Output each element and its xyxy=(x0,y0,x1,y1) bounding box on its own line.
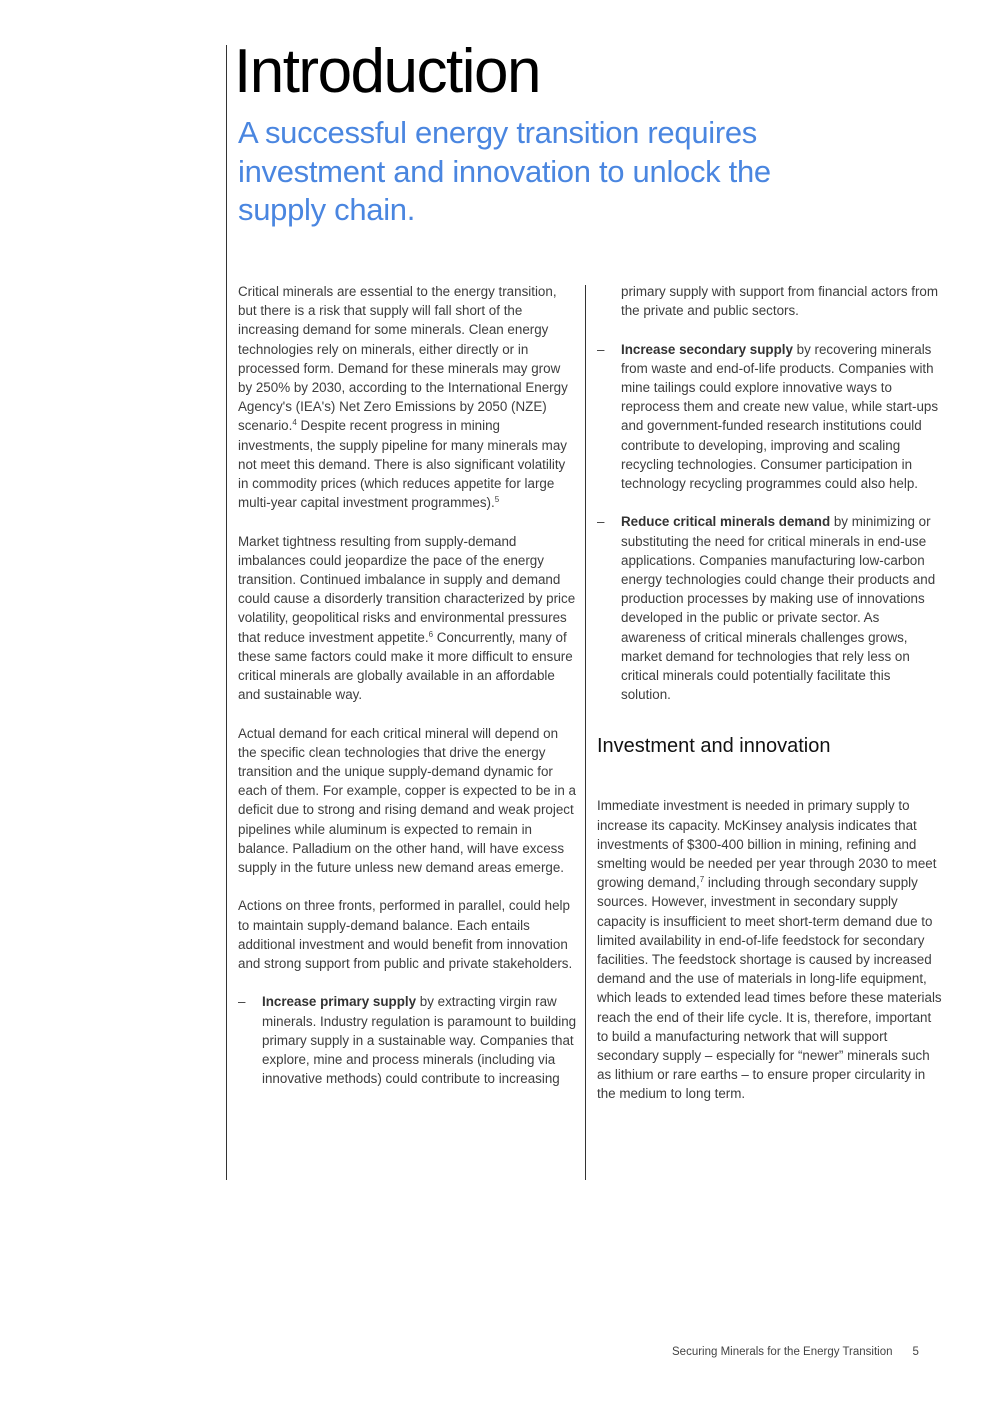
bullet-heading: Reduce critical minerals demand xyxy=(621,514,831,530)
bullet-reduce-demand: – Reduce critical minerals demand by minimizing or substituting the need for critical minerals in end-use applications. Companies manufacturing low-carbon energy technologies could change their products and production processes by making use of innovations developed in the public or private sector. As awareness of critical minerals challenges grows, market demand for technologies that rely less on critical minerals could potentially facilitate this solution. xyxy=(597,514,936,703)
column-divider-rule xyxy=(585,285,586,1180)
section-heading-investment: Investment and innovation xyxy=(597,735,831,758)
left-vertical-rule xyxy=(226,45,227,1180)
left-column xyxy=(238,282,578,1108)
footnote-ref[interactable]: 4 xyxy=(292,418,297,428)
right-column xyxy=(597,282,942,1123)
paragraph-critical-minerals: Critical minerals are essential to the energy transition, but there is a risk that supply will fall short of the increasing demand for some minerals. Clean energy technologies rely on minerals, either directly or in processed form. Demand for these minerals may grow by 250% by 2030, according to the International Energy Agency's (IEA's) Net Zero Emissions by 2050 (NZE) scenario.$^4$ Despite recent progress in mining investments, the supply pipeline for many minerals may not meet this demand. There is also significant volatility in commodity prices (which reduces appetite for large multi-year capital investment programmes).$^5$ xyxy=(238,284,568,511)
paragraph-actual-demand: Actual demand for each critical mineral will depend on the specific clean technologies that drive the energy transition and the unique supply-demand dynamic for each of them. For example, copper is expected to be in a deficit due to strong and rising demand and weak project pipelines while aluminum is expected to remain in balance. Palladium on the other hand, will have excess supply in the future unless new demand areas emerge. xyxy=(238,725,576,876)
page-number: 5 xyxy=(912,1346,919,1358)
bullet-increase-secondary-supply: – Increase secondary supply by recovering minerals from waste and end-of-life products. Companies with mine tailings could explore innovative ways to reprocess them and create new value, while start-ups and government-funded research institutions could contribute to developing, improving and scaling recycling technologies. Consumer participation in technology recycling programmes could also help. xyxy=(597,341,939,492)
publication-title: Securing Minerals for the Energy Transition xyxy=(672,1346,893,1358)
bullet-increase-primary-supply: – Increase primary supply by extracting virgin raw minerals. Industry regulation is paramount to building primary supply in a sustainable way. Companies that explore, mine and process minerals (including via innovative methods) could contribute to increasing xyxy=(238,994,577,1087)
bullet-heading: Increase primary supply xyxy=(262,994,417,1010)
footnote-ref[interactable]: 6 xyxy=(428,629,434,639)
page-subtitle: A successful energy transition requires investment and innovation to unlock the supply chain. xyxy=(238,115,771,227)
page-title: Introduction xyxy=(234,37,540,106)
footnote-ref[interactable]: 5 xyxy=(494,495,500,505)
paragraph-market-tightness: Market tightness resulting from supply-demand imbalances could jeopardize the pace of the energy transition. Continued imbalance in supply and demand could cause a disorderly transition characterized by price volatility, geopolitical risks and environmental pressures that reduce investment appetite.$^6$ Concurrently, many of these same factors could make it more difficult to ensure critical minerals are globally available in an affordable and sustainable way. xyxy=(238,533,576,703)
dash-bullet-icon: – xyxy=(597,514,605,530)
paragraph-three-fronts: Actions on three fronts, performed in parallel, could help to maintain supply-demand balance. Each entails additional investment and would benefit from innovation and strong support from public and private stakeholders. xyxy=(238,898,573,972)
bullet-continuation: primary supply with support from financial actors from the private and public sectors. xyxy=(621,284,939,319)
dash-bullet-icon: – xyxy=(597,341,605,357)
paragraph-immediate-investment: Immediate investment is needed in primary supply to increase its capacity. McKinsey analysis indicates that investments of $300-400 billion in mining, refining and smelting would be needed per year through 2030 to meet growing demand,$^7$ including through secondary supply sources. However, investment in secondary supply capacity is insufficient to meet short-term demand due to limited availability in end-of-life feedstock for secondary facilities. The feedstock shortage is caused by increased demand and the use of materials in long-life equipment, which leads to extended lead times before these materials reach the end of their life cycle. It is, therefore, important to build a manufacturing network that will support secondary supply – especially for “newer” minerals such as lithium or rare earths – to ensure proper circularity in the medium to long term. xyxy=(597,798,942,1102)
page-footer xyxy=(672,1346,919,1358)
footnote-ref[interactable]: 7 xyxy=(699,875,705,885)
dash-bullet-icon: – xyxy=(238,994,246,1010)
bullet-heading: Increase secondary supply xyxy=(621,341,793,357)
